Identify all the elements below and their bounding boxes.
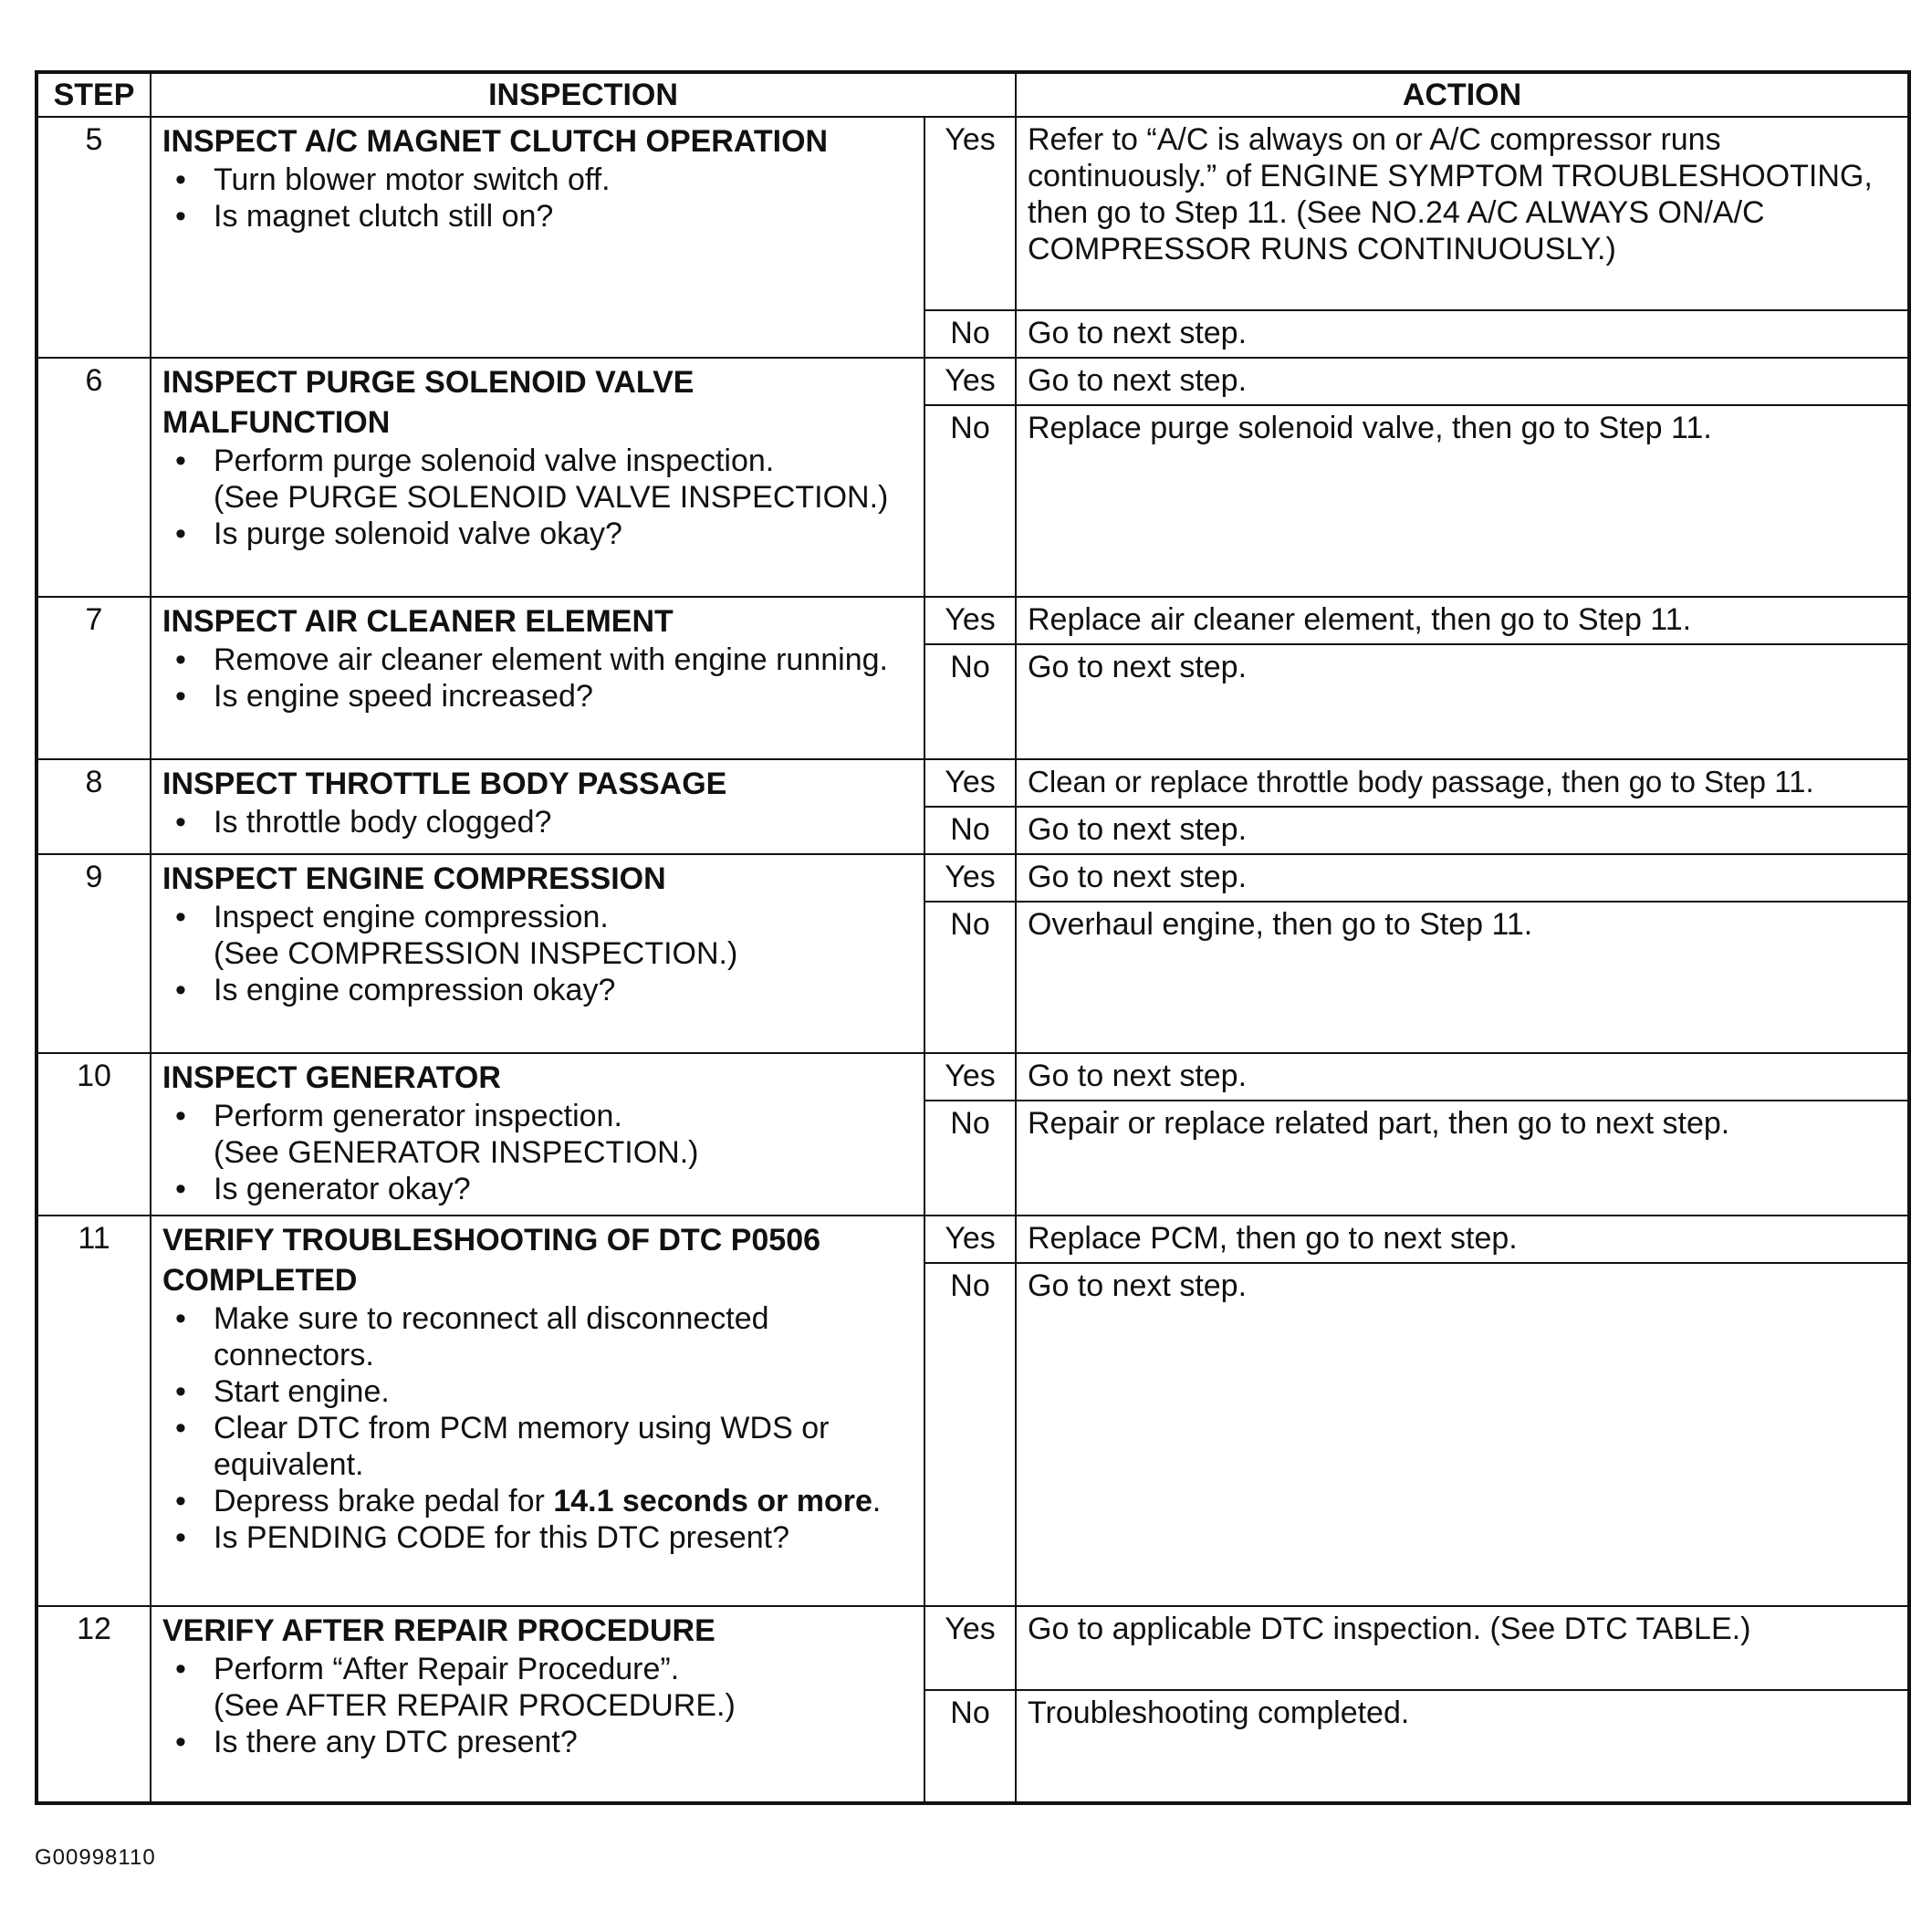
inspection-bullets	[162, 1098, 914, 1207]
step-number: 12	[37, 1606, 151, 1803]
bullet-icon: •	[175, 443, 186, 478]
bullet-icon: •	[175, 973, 186, 1007]
header-inspection: INSPECTION	[151, 72, 1016, 117]
list-item: • Clear DTC from PCM memory using WDS or equivalent.	[175, 1411, 830, 1482]
inspection-cell	[151, 854, 924, 1053]
bullet-icon: •	[175, 1520, 186, 1555]
list-item: • Turn blower motor switch off.	[175, 162, 611, 197]
list-item: • Depress brake pedal for 14.1 seconds or more.	[175, 1484, 882, 1518]
yes-label: Yes	[924, 854, 1016, 902]
yes-action: Go to next step.	[1016, 854, 1909, 902]
no-label: No	[924, 902, 1016, 1053]
bullet-icon: •	[175, 1652, 186, 1686]
step-number: 11	[37, 1216, 151, 1606]
inspection-bullets	[162, 443, 914, 552]
bullet-icon: •	[175, 1725, 186, 1759]
bullet-icon: •	[175, 199, 186, 234]
inspection-cell	[151, 1053, 924, 1216]
inspection-bullets	[162, 642, 914, 715]
no-label: No	[924, 644, 1016, 759]
no-label: No	[924, 1690, 1016, 1803]
no-action: Troubleshooting completed.	[1016, 1690, 1909, 1803]
yes-action: Refer to “A/C is always on or A/C compressor runs continuously.” of ENGINE SYMPTOM TROUBLESHOOTING, then go to Step 11. (See NO.24 A/C ALWAYS ON/A/C COMPRESSOR RUNS CONTINUOUSLY.)	[1016, 117, 1909, 310]
yes-action: Go to next step.	[1016, 1053, 1909, 1101]
yes-label: Yes	[924, 1216, 1016, 1263]
list-item: • Is engine speed increased?	[175, 679, 593, 714]
inspection-cell	[151, 759, 924, 854]
bullet-icon: •	[175, 1099, 186, 1133]
list-item: • Is throttle body clogged?	[175, 805, 552, 840]
yes-label: Yes	[924, 1053, 1016, 1101]
yes-action: Replace PCM, then go to next step.	[1016, 1216, 1909, 1263]
inspection-cell	[151, 1216, 924, 1606]
bullet-icon: •	[175, 1484, 186, 1518]
inspection-title: INSPECT THROTTLE BODY PASSAGE	[162, 767, 727, 801]
step-number: 9	[37, 854, 151, 1053]
bullet-icon: •	[175, 1374, 186, 1409]
list-item: • Start engine.	[175, 1374, 390, 1409]
bullet-icon: •	[175, 679, 186, 714]
inspection-cell	[151, 597, 924, 759]
yes-action: Go to applicable DTC inspection. (See DTC TABLE.)	[1016, 1606, 1909, 1690]
list-item: • Is generator okay?	[175, 1172, 471, 1206]
inspection-title: INSPECT GENERATOR	[162, 1060, 501, 1095]
list-item: • Is purge solenoid valve okay?	[175, 517, 622, 551]
yes-action: Replace air cleaner element, then go to Step 11.	[1016, 597, 1909, 644]
table-row	[37, 1053, 1909, 1101]
list-item: • Perform purge solenoid valve inspection. (See PURGE SOLENOID VALVE INSPECTION.)	[175, 443, 889, 515]
inspection-title: VERIFY AFTER REPAIR PROCEDURE	[162, 1613, 715, 1648]
table-header-row	[37, 72, 1909, 117]
yes-label: Yes	[924, 597, 1016, 644]
list-item: • Is there any DTC present?	[175, 1725, 578, 1759]
troubleshooting-table	[35, 70, 1911, 1805]
no-label: No	[924, 310, 1016, 358]
inspection-bullets	[162, 899, 914, 1008]
step-number: 5	[37, 117, 151, 358]
no-action: Go to next step.	[1016, 644, 1909, 759]
list-item: • Perform generator inspection. (See GENERATOR INSPECTION.)	[175, 1099, 699, 1170]
bullet-icon: •	[175, 1172, 186, 1206]
bullet-icon: •	[175, 1411, 186, 1445]
step-number: 7	[37, 597, 151, 759]
step-number: 10	[37, 1053, 151, 1216]
list-item: • Perform “After Repair Procedure”. (See AFTER REPAIR PROCEDURE.)	[175, 1652, 736, 1723]
list-item: • Remove air cleaner element with engine running.	[175, 642, 888, 677]
step-number: 6	[37, 358, 151, 597]
yes-label: Yes	[924, 1606, 1016, 1690]
table-row	[37, 358, 1909, 405]
inspection-title: INSPECT ENGINE COMPRESSION	[162, 861, 666, 896]
bullet-icon: •	[175, 900, 186, 934]
no-label: No	[924, 1263, 1016, 1606]
list-item: • Is PENDING CODE for this DTC present?	[175, 1520, 790, 1555]
no-action: Go to next step.	[1016, 1263, 1909, 1606]
inspection-title: INSPECT AIR CLEANER ELEMENT	[162, 604, 674, 639]
yes-action: Go to next step.	[1016, 358, 1909, 405]
table-row	[37, 1606, 1909, 1690]
inspection-cell	[151, 358, 924, 597]
inspection-title: VERIFY TROUBLESHOOTING OF DTC P0506 COMPLETED	[162, 1223, 821, 1298]
figure-id: G00998110	[35, 1845, 156, 1870]
list-item: • Inspect engine compression. (See COMPRESSION INSPECTION.)	[175, 900, 738, 971]
table-row	[37, 117, 1909, 310]
no-label: No	[924, 405, 1016, 597]
bullet-icon: •	[175, 642, 186, 677]
list-item: • Is engine compression okay?	[175, 973, 616, 1007]
no-action: Go to next step.	[1016, 807, 1909, 854]
inspection-title: INSPECT PURGE SOLENOID VALVE MALFUNCTION	[162, 365, 694, 440]
troubleshooting-table-container	[35, 70, 1907, 1805]
header-action: ACTION	[1016, 72, 1909, 117]
no-action: Replace purge solenoid valve, then go to Step 11.	[1016, 405, 1909, 597]
inspection-cell	[151, 1606, 924, 1803]
table-row	[37, 1216, 1909, 1263]
yes-label: Yes	[924, 759, 1016, 807]
no-action: Go to next step.	[1016, 310, 1909, 358]
inspection-title: INSPECT A/C MAGNET CLUTCH OPERATION	[162, 124, 829, 159]
inspection-bullets	[162, 162, 914, 235]
yes-label: Yes	[924, 117, 1016, 310]
yes-action: Clean or replace throttle body passage, then go to Step 11.	[1016, 759, 1909, 807]
table-row	[37, 759, 1909, 807]
bullet-icon: •	[175, 1301, 186, 1336]
inspection-bullets	[162, 804, 914, 840]
header-step: STEP	[37, 72, 151, 117]
list-item: • Make sure to reconnect all disconnected connectors.	[175, 1301, 769, 1372]
bullet-icon: •	[175, 162, 186, 197]
inspection-bullets	[162, 1651, 914, 1760]
no-action: Repair or replace related part, then go to next step.	[1016, 1101, 1909, 1216]
step-number: 8	[37, 759, 151, 854]
yes-label: Yes	[924, 358, 1016, 405]
list-item: • Is magnet clutch still on?	[175, 199, 554, 234]
table-row	[37, 597, 1909, 644]
no-label: No	[924, 807, 1016, 854]
inspection-cell	[151, 117, 924, 358]
no-action: Overhaul engine, then go to Step 11.	[1016, 902, 1909, 1053]
bullet-icon: •	[175, 517, 186, 551]
bullet-icon: •	[175, 805, 186, 840]
inspection-bullets	[162, 1300, 914, 1556]
no-label: No	[924, 1101, 1016, 1216]
table-row	[37, 854, 1909, 902]
